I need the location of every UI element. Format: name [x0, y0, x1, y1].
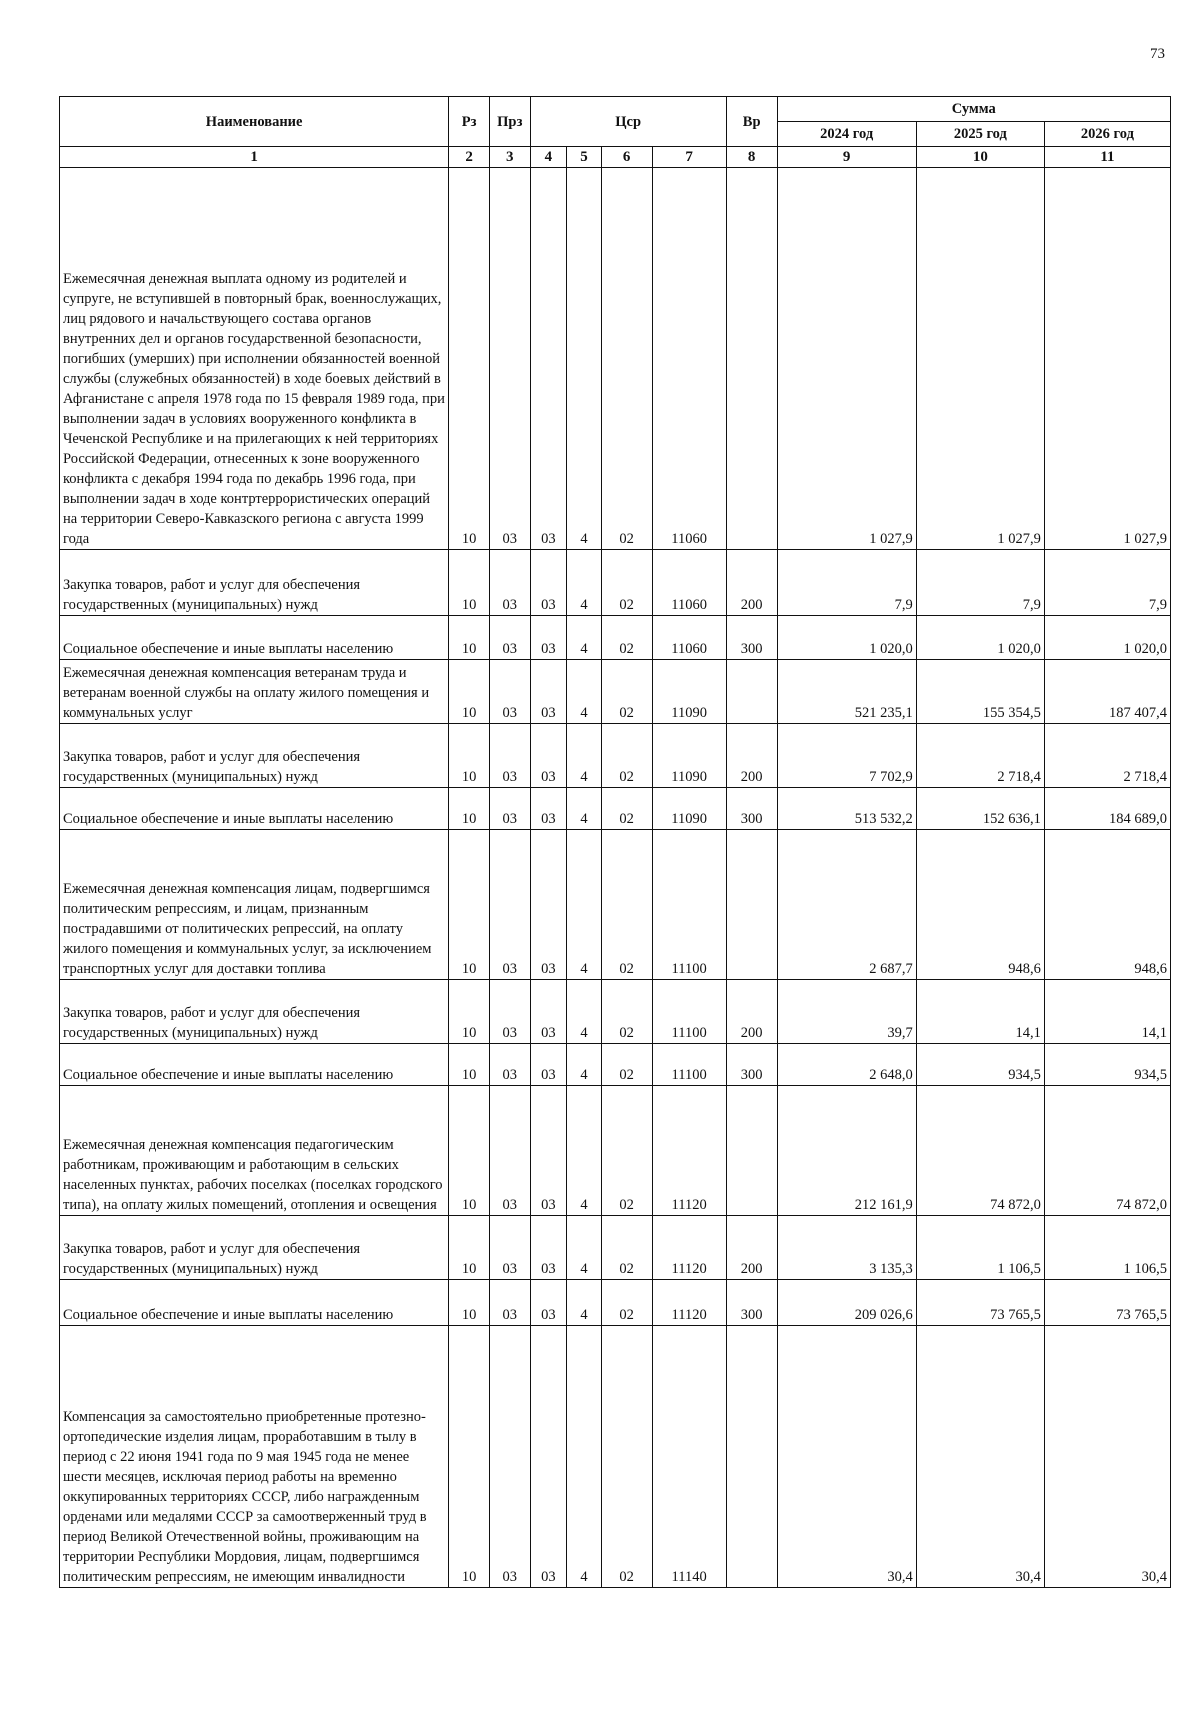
- page-number: 73: [1150, 46, 1165, 62]
- row-amount-2024: 2 648,0: [777, 1044, 916, 1086]
- column-number: 6: [601, 147, 652, 168]
- column-number: 11: [1044, 147, 1170, 168]
- row-csr-part: 03: [530, 788, 567, 830]
- row-amount-2025: 155 354,5: [916, 660, 1044, 724]
- table-row: [60, 1216, 1171, 1280]
- column-number: 1: [60, 147, 449, 168]
- row-amount-2026: 948,6: [1044, 830, 1170, 980]
- row-name: Закупка товаров, работ и услуг для обеспечения государственных (муниципальных) нужд: [60, 980, 449, 1044]
- row-name: Социальное обеспечение и иные выплаты населению: [60, 1280, 449, 1326]
- row-csr-part: 02: [601, 550, 652, 616]
- row-csr-part: 03: [530, 830, 567, 980]
- row-name: Ежемесячная денежная компенсация педагогическим работникам, проживающим и работающим в сельских населенных пунктах, рабочих поселках (поселках городского типа), на оплату жилых помещений, отопления и освещения: [60, 1086, 449, 1216]
- row-rz: 10: [449, 1280, 490, 1326]
- row-amount-2024: 1 020,0: [777, 616, 916, 660]
- row-amount-2025: 1 020,0: [916, 616, 1044, 660]
- row-amount-2026: 1 020,0: [1044, 616, 1170, 660]
- column-number: 10: [916, 147, 1044, 168]
- row-rz: 10: [449, 550, 490, 616]
- column-number: 4: [530, 147, 567, 168]
- row-vr: 300: [726, 616, 777, 660]
- row-amount-2025: 7,9: [916, 550, 1044, 616]
- row-vr: 300: [726, 1280, 777, 1326]
- row-amount-2025: 948,6: [916, 830, 1044, 980]
- row-vr: 200: [726, 724, 777, 788]
- row-amount-2024: 1 027,9: [777, 168, 916, 550]
- header-year-2024: 2024 год: [777, 122, 916, 147]
- row-csr-part: 03: [530, 980, 567, 1044]
- table-row: [60, 660, 1171, 724]
- row-amount-2024: 209 026,6: [777, 1280, 916, 1326]
- row-amount-2025: 1 027,9: [916, 168, 1044, 550]
- row-csr-part: 02: [601, 1044, 652, 1086]
- row-amount-2025: 74 872,0: [916, 1086, 1044, 1216]
- row-amount-2026: 1 106,5: [1044, 1216, 1170, 1280]
- row-amount-2025: 2 718,4: [916, 724, 1044, 788]
- row-csr-part: 11090: [652, 660, 726, 724]
- row-vr: [726, 1326, 777, 1588]
- row-name: Закупка товаров, работ и услуг для обеспечения государственных (муниципальных) нужд: [60, 724, 449, 788]
- row-name: Ежемесячная денежная компенсация ветеранам труда и ветеранам военной службы на оплату жилого помещения и коммунальных услуг: [60, 660, 449, 724]
- row-amount-2026: 184 689,0: [1044, 788, 1170, 830]
- table-header: [60, 97, 1171, 168]
- table-body: [60, 168, 1171, 1588]
- row-csr-part: 03: [530, 1326, 567, 1588]
- row-amount-2025: 30,4: [916, 1326, 1044, 1588]
- row-amount-2025: 152 636,1: [916, 788, 1044, 830]
- row-amount-2026: 7,9: [1044, 550, 1170, 616]
- row-csr-part: 03: [530, 1044, 567, 1086]
- row-vr: 300: [726, 1044, 777, 1086]
- row-csr-part: 11090: [652, 724, 726, 788]
- row-amount-2025: 1 106,5: [916, 1216, 1044, 1280]
- row-csr-part: 4: [567, 168, 602, 550]
- row-amount-2024: 2 687,7: [777, 830, 916, 980]
- table-row: [60, 1280, 1171, 1326]
- row-csr-part: 02: [601, 1086, 652, 1216]
- row-csr-part: 4: [567, 1326, 602, 1588]
- row-rz: 10: [449, 1326, 490, 1588]
- row-csr-part: 02: [601, 788, 652, 830]
- row-csr-part: 02: [601, 1326, 652, 1588]
- row-csr-part: 11060: [652, 550, 726, 616]
- row-prz: 03: [489, 724, 530, 788]
- row-csr-part: 03: [530, 660, 567, 724]
- row-prz: 03: [489, 1326, 530, 1588]
- row-vr: 300: [726, 788, 777, 830]
- row-csr-part: 03: [530, 168, 567, 550]
- row-name: Ежемесячная денежная выплата одному из родителей и супруге, не вступившей в повторный брак, военнослужащих, лиц рядового и начальствующего состава органов внутренних дел и органов государственной безопасности, погибших (умерших) при исполнении обязанностей военной службы (служебных обязанностей) в ходе боевых действий в Афганистане с апреля 1978 года по 15 февраля 1989 года, при выполнении задач в условиях вооруженного конфликта в Чеченской Республике и на прилегающих к ней территориях Российской Федерации, отнесенных к зоне вооруженного конфликта с декабря 1994 года по декабрь 1996 года, при выполнении задач в ходе контртеррористических операций на территории Северо-Кавказского региона с августа 1999 года: [60, 168, 449, 550]
- row-amount-2024: 513 532,2: [777, 788, 916, 830]
- row-amount-2026: 934,5: [1044, 1044, 1170, 1086]
- header-csr: Цср: [530, 97, 726, 147]
- row-name: Социальное обеспечение и иные выплаты населению: [60, 1044, 449, 1086]
- row-csr-part: 02: [601, 168, 652, 550]
- header-sum: Сумма: [777, 97, 1170, 122]
- column-number: 3: [489, 147, 530, 168]
- column-number: 9: [777, 147, 916, 168]
- table-row: [60, 1326, 1171, 1588]
- row-csr-part: 03: [530, 1280, 567, 1326]
- row-csr-part: 03: [530, 1216, 567, 1280]
- row-csr-part: 02: [601, 616, 652, 660]
- table-row: [60, 1044, 1171, 1086]
- row-vr: [726, 1086, 777, 1216]
- row-amount-2024: 30,4: [777, 1326, 916, 1588]
- row-name: Компенсация за самостоятельно приобретенные протезно-ортопедические изделия лицам, проработавшим в тылу в период с 22 июня 1941 года по 9 мая 1945 года не менее шести месяцев, исключая период работы на временно оккупированных территориях СССР, либо награжденным орденами или медалями СССР за самоотверженный труд в период Великой Отечественной войны, проживающим на территории Республики Мордовия, лицам, подвергшимся политическим репрессиям, не имеющим инвалидности: [60, 1326, 449, 1588]
- row-prz: 03: [489, 980, 530, 1044]
- row-rz: 10: [449, 980, 490, 1044]
- row-csr-part: 11120: [652, 1086, 726, 1216]
- table-row: [60, 616, 1171, 660]
- row-amount-2024: 7,9: [777, 550, 916, 616]
- row-csr-part: 4: [567, 830, 602, 980]
- row-csr-part: 11100: [652, 980, 726, 1044]
- row-vr: 200: [726, 980, 777, 1044]
- row-prz: 03: [489, 788, 530, 830]
- row-amount-2025: 934,5: [916, 1044, 1044, 1086]
- row-csr-part: 4: [567, 1044, 602, 1086]
- row-csr-part: 03: [530, 550, 567, 616]
- row-csr-part: 11060: [652, 168, 726, 550]
- row-prz: 03: [489, 830, 530, 980]
- row-csr-part: 4: [567, 788, 602, 830]
- row-csr-part: 4: [567, 660, 602, 724]
- column-number: 5: [567, 147, 602, 168]
- table-row: [60, 168, 1171, 550]
- row-rz: 10: [449, 1044, 490, 1086]
- row-csr-part: 03: [530, 616, 567, 660]
- row-amount-2024: 521 235,1: [777, 660, 916, 724]
- row-csr-part: 4: [567, 1086, 602, 1216]
- row-amount-2026: 74 872,0: [1044, 1086, 1170, 1216]
- row-csr-part: 02: [601, 724, 652, 788]
- table-row: [60, 550, 1171, 616]
- row-vr: [726, 660, 777, 724]
- row-amount-2026: 187 407,4: [1044, 660, 1170, 724]
- row-amount-2026: 2 718,4: [1044, 724, 1170, 788]
- table-row: [60, 980, 1171, 1044]
- row-csr-part: 02: [601, 1216, 652, 1280]
- row-rz: 10: [449, 1216, 490, 1280]
- row-rz: 10: [449, 1086, 490, 1216]
- row-prz: 03: [489, 550, 530, 616]
- row-name: Закупка товаров, работ и услуг для обеспечения государственных (муниципальных) нужд: [60, 550, 449, 616]
- column-number: 7: [652, 147, 726, 168]
- row-csr-part: 02: [601, 660, 652, 724]
- row-amount-2024: 212 161,9: [777, 1086, 916, 1216]
- row-rz: 10: [449, 660, 490, 724]
- row-name: Социальное обеспечение и иные выплаты населению: [60, 616, 449, 660]
- row-amount-2024: 3 135,3: [777, 1216, 916, 1280]
- header-year-2026: 2026 год: [1044, 122, 1170, 147]
- row-prz: 03: [489, 1044, 530, 1086]
- header-year-2025: 2025 год: [916, 122, 1044, 147]
- row-csr-part: 11100: [652, 830, 726, 980]
- row-csr-part: 4: [567, 1216, 602, 1280]
- row-rz: 10: [449, 724, 490, 788]
- table-row: [60, 788, 1171, 830]
- row-csr-part: 11090: [652, 788, 726, 830]
- row-vr: 200: [726, 1216, 777, 1280]
- row-prz: 03: [489, 616, 530, 660]
- row-amount-2025: 14,1: [916, 980, 1044, 1044]
- row-csr-part: 11120: [652, 1280, 726, 1326]
- row-amount-2024: 7 702,9: [777, 724, 916, 788]
- row-amount-2026: 30,4: [1044, 1326, 1170, 1588]
- row-rz: 10: [449, 616, 490, 660]
- row-csr-part: 02: [601, 1280, 652, 1326]
- column-number: 8: [726, 147, 777, 168]
- row-csr-part: 4: [567, 724, 602, 788]
- row-csr-part: 4: [567, 616, 602, 660]
- row-csr-part: 4: [567, 550, 602, 616]
- row-name: Ежемесячная денежная компенсация лицам, подвергшимся политическим репрессиям, и лицам, признанным пострадавшими от политических репрессий, на оплату жилого помещения и коммунальных услуг, за исключением транспортных услуг для доставки топлива: [60, 830, 449, 980]
- row-csr-part: 11140: [652, 1326, 726, 1588]
- header-rz: Рз: [449, 97, 490, 147]
- column-number: 2: [449, 147, 490, 168]
- row-rz: 10: [449, 168, 490, 550]
- row-name: Социальное обеспечение и иные выплаты населению: [60, 788, 449, 830]
- row-csr-part: 11100: [652, 1044, 726, 1086]
- row-csr-part: 11120: [652, 1216, 726, 1280]
- row-csr-part: 11060: [652, 616, 726, 660]
- row-name: Закупка товаров, работ и услуг для обеспечения государственных (муниципальных) нужд: [60, 1216, 449, 1280]
- row-csr-part: 4: [567, 980, 602, 1044]
- row-csr-part: 03: [530, 724, 567, 788]
- row-prz: 03: [489, 660, 530, 724]
- row-vr: [726, 168, 777, 550]
- row-csr-part: 4: [567, 1280, 602, 1326]
- row-csr-part: 03: [530, 1086, 567, 1216]
- row-prz: 03: [489, 1086, 530, 1216]
- row-vr: [726, 830, 777, 980]
- row-rz: 10: [449, 788, 490, 830]
- row-vr: 200: [726, 550, 777, 616]
- row-csr-part: 02: [601, 980, 652, 1044]
- table-row: [60, 830, 1171, 980]
- budget-table: [59, 96, 1171, 1588]
- row-amount-2025: 73 765,5: [916, 1280, 1044, 1326]
- row-prz: 03: [489, 1280, 530, 1326]
- row-rz: 10: [449, 830, 490, 980]
- row-prz: 03: [489, 1216, 530, 1280]
- row-prz: 03: [489, 168, 530, 550]
- header-vr: Вр: [726, 97, 777, 147]
- table-row: [60, 724, 1171, 788]
- row-csr-part: 02: [601, 830, 652, 980]
- header-name: Наименование: [60, 97, 449, 147]
- header-prz: Прз: [489, 97, 530, 147]
- table-row: [60, 1086, 1171, 1216]
- row-amount-2024: 39,7: [777, 980, 916, 1044]
- column-number-row: [60, 147, 1171, 168]
- row-amount-2026: 14,1: [1044, 980, 1170, 1044]
- row-amount-2026: 1 027,9: [1044, 168, 1170, 550]
- row-amount-2026: 73 765,5: [1044, 1280, 1170, 1326]
